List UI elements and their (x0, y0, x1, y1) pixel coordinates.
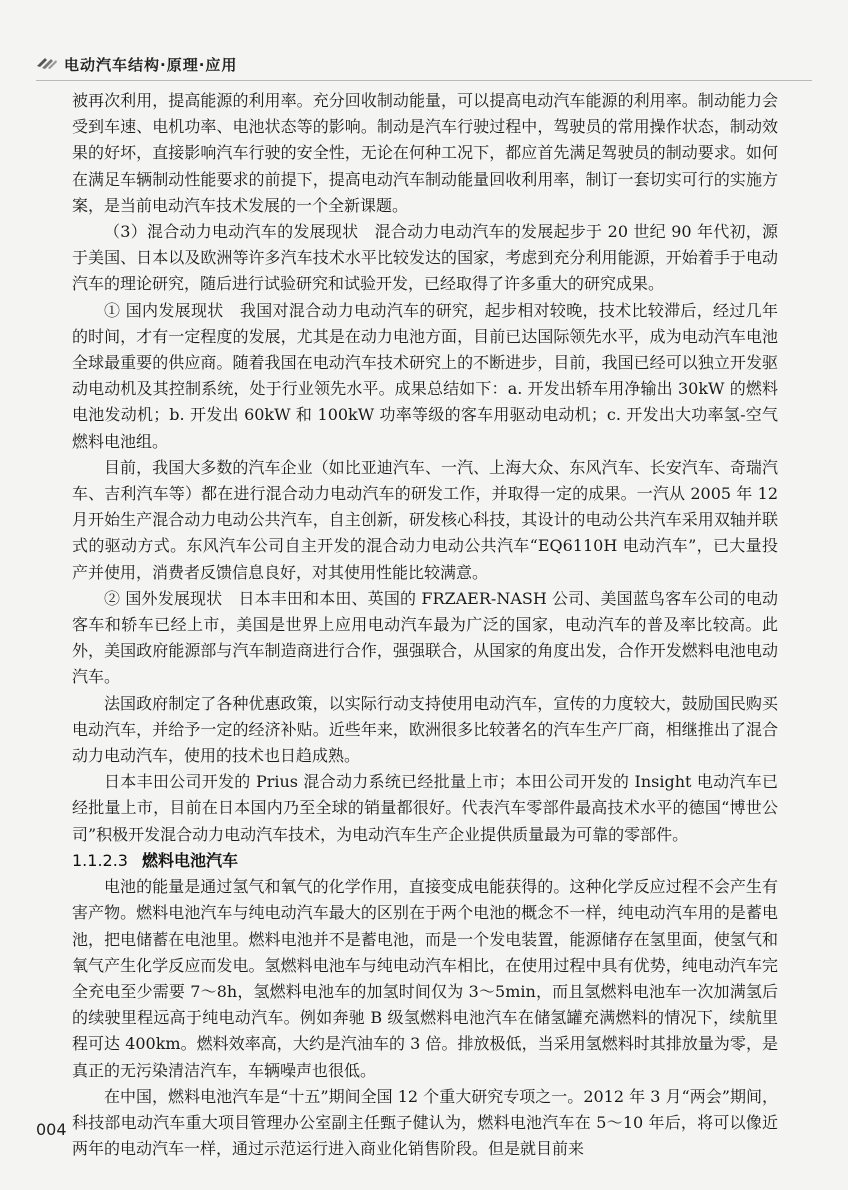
book-logo-icon (36, 54, 58, 70)
paragraph: （3）混合动力电动汽车的发展现状 混合动力电动汽车的发展起步于 20 世纪 90 年代初，源于美国、日本以及欧洲等许多汽车技术水平比较发达的国家，考虑到充分利用能源，开始着手于电动汽车的理论研究，随后进行试验研究和试验开发，已经取得了许多重大的研究成果。 (72, 222, 778, 294)
paragraph: ① 国内发展现状 我国对混合动力电动汽车的研究，起步相对较晚，技术比较滞后，经过几年的时间，才有一定程度的发展，尤其是在动力电池方面，目前已达国际领先水平，成为电动汽车电池全球最重要的供应商。随着我国在电动汽车技术研究上的不断进步，目前，我国已经可以独立开发驱动电动机及其控制系统，处于行业领先水平。成果总结如下：a. 开发出轿车用净输出 30kW 的燃料电池发动机；b. 开发出 60kW 和 100kW 功率等级的客车用驱动电动机；c. 开发出大功率氢-空气燃料电池组。 (72, 300, 778, 451)
paragraph: 目前，我国大多数的汽车企业（如比亚迪汽车、一汽、上海大众、东风汽车、长安汽车、奇瑞汽车、吉利汽车等）都在进行混合动力电动汽车的研发工作，并取得一定的成果。一汽从 2005 年 12 月开始生产混合动力电动公共汽车，自主创新，研发核心科技，其设计的电动公共汽车采用双轴并联式的驱动方式。东风汽车公司自主开发的混合动力电动公共汽车“EQ6110H 电动汽车”，已大量投产并使用，消费者反馈信息良好，对其使用性能比较满意。 (72, 457, 778, 582)
paragraph: 在中国，燃料电池汽车是“十五”期间全国 12 个重大研究专项之一。2012 年 3 月“两会”期间，科技部电动汽车重大项目管理办公室副主任甄子健认为，燃料电池汽车在 5～10 年后，将可以像近两年的电动汽车一样，通过示范运行进入商业化销售阶段。但是就目前来 (72, 1086, 778, 1159)
book-title: 电动汽车结构·原理·应用 (64, 56, 238, 74)
paragraph: ② 国外发展现状 日本丰田和本田、英国的 FRZAER-NASH 公司、美国蓝鸟客车公司的电动客车和轿车已经上市，美国是世界上应用电动汽车最为广泛的国家，电动汽车的普及率比较高。此外，美国政府能源部与汽车制造商进行合作，强强联合，从国家的角度出发，合作开发燃料电池电动汽车。 (72, 588, 778, 687)
page-number: 004 (36, 1120, 67, 1139)
section-title: 燃料电池汽车 (141, 850, 238, 870)
paragraph: 日本丰田公司开发的 Prius 混合动力系统已经批量上市；本田公司开发的 Insight 电动汽车已经批量上市，目前在日本国内乃至全球的销量都很好。代表汽车零部件最高技术水平的德国“博世公司”积极开发混合动力电动汽车技术，为电动汽车生产企业提供质量最为可靠的零部件。 (72, 772, 778, 844)
paragraph: 法国政府制定了各种优惠政策，以实际行动支持使用电动汽车，宣传的力度较大，鼓励国民购买电动汽车，并给予一定的经济补贴。近些年来，欧洲很多比较著名的汽车生产厂商，相继推出了混合动力电动汽车，使用的技术也日趋成熟。 (72, 693, 778, 766)
running-header (36, 52, 812, 81)
section-heading (72, 848, 778, 874)
page-body (72, 88, 778, 1162)
paragraph: 电池的能量是通过氢气和氧气的化学作用，直接变成电能获得的。这种化学反应过程不会产生有害产物。燃料电池汽车与纯电动汽车最大的区别在于两个电池的概念不一样，纯电动汽车用的是蓄电池，把电储蓄在电池里。燃料电池并不是蓄电池，而是一个发电装置，能源储存在氢里面，使氢气和氧气产生化学反应而发电。氢燃料电池车与纯电动汽车相比，在使用过程中具有优势，纯电动汽车完全充电至少需要 7～8h，氢燃料电池车的加氢时间仅为 3～5min，而且氢燃料电池车一次加满氢后的续驶里程远高于纯电动汽车。例如奔驰 B 级氢燃料电池汽车在储氢罐充满燃料的情况下，续航里程可达 400km。燃料效率高，大约是汽油车的 3 倍。排放极低，当采用氢燃料时其排放量为零，是真正的无污染清洁汽车，车辆噪声也很低。 (72, 877, 778, 1080)
section-number: 1.1.2.3 (72, 850, 128, 870)
paragraph: 被再次利用，提高能源的利用率。充分回收制动能量，可以提高电动汽车能源的利用率。制动能力会受到车速、电机功率、电池状态等的影响。制动是汽车行驶过程中，驾驶员的常用操作状态，制动效果的好坏，直接影响汽车行驶的安全性，无论在何种工况下，都应首先满足驾驶员的制动要求。如何在满足车辆制动性能要求的前提下，提高电动汽车制动能量回收利用率，制订一套切实可行的实施方案，是当前电动汽车技术发展的一个全新课题。 (72, 91, 778, 215)
